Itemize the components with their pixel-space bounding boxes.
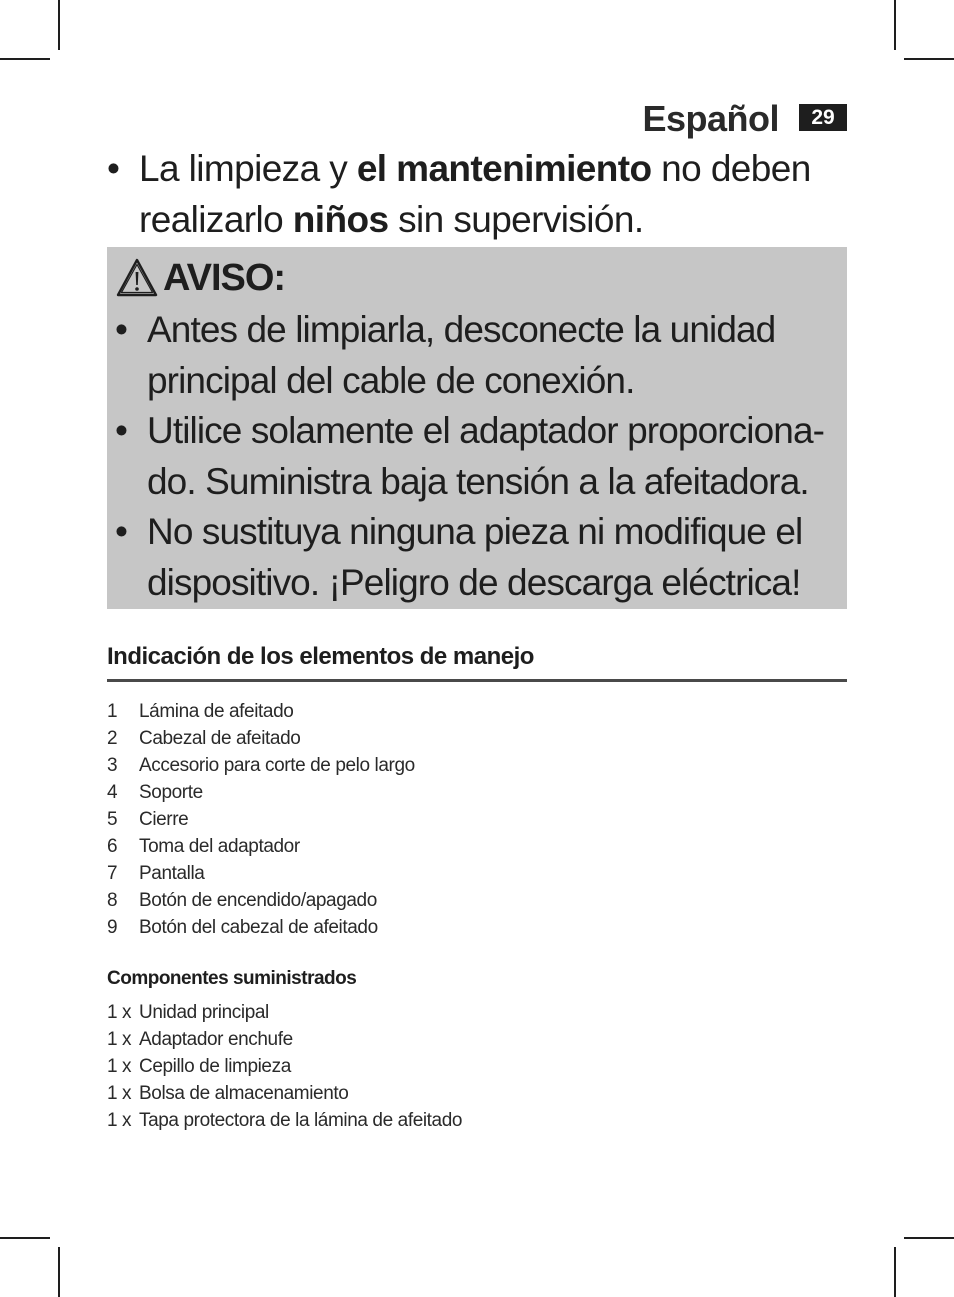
intro-text: La limpieza y el mantenimiento no deben realizarlo niños sin supervisión. [139,148,811,240]
warning-box [107,247,847,609]
bullet-icon: • [107,148,120,189]
list-item: 5 Cierre [107,809,189,830]
supplied-list [107,999,462,1134]
section-title: Indicación de los elementos de manejo [107,643,847,682]
intro-bullet [107,143,847,245]
list-item: 2 Cabezal de afeitado [107,728,301,749]
subsection-title: Componentes suministrados [107,968,357,989]
list-item: 3 Accesorio para corte de pelo largo [107,755,415,776]
bullet-icon: • [115,309,128,350]
warning-title: AVISO: [163,256,286,299]
crop-mark [58,0,60,50]
list-item: 4 Soporte [107,782,203,803]
crop-mark [0,58,50,60]
crop-mark [904,1237,954,1239]
bullet-icon: • [115,410,128,451]
language-label: Español [642,98,779,139]
crop-mark [894,0,896,50]
list-item: • Utilice solamente el adaptador proporciona- do. Suministra baja tensión a la afeitadora. [115,406,847,507]
crop-mark [894,1247,896,1297]
page-header [642,98,847,140]
bullet-icon: • [115,511,128,552]
controls-list [107,698,415,941]
warning-header [115,251,847,305]
crop-mark [58,1247,60,1297]
list-item: 1 x Tapa protectora de la lámina de afeitado [107,1110,463,1131]
list-item [107,143,847,245]
list-item: 1 x Bolsa de almacenamiento [107,1083,349,1104]
list-item: 8 Botón de encendido/apagado [107,890,377,911]
list-item: • No sustituya ninguna pieza ni modifique el dispositivo. ¡Peligro de descarga eléctrica! [115,507,847,608]
crop-mark [0,1237,50,1239]
warning-list [115,305,847,608]
list-item: • Antes de limpiarla, desconecte la unidad principal del cable de conexión. [115,305,847,406]
list-item: 1 Lámina de afeitado [107,701,294,722]
warning-triangle-icon [115,257,159,299]
list-item: 1 x Cepillo de limpieza [107,1056,291,1077]
page-number: 29 [799,104,847,131]
list-item: 1 x Unidad principal [107,1002,269,1023]
list-item: 6 Toma del adaptador [107,836,300,857]
list-item: 9 Botón del cabezal de afeitado [107,917,378,938]
list-item: 1 x Adaptador enchufe [107,1029,293,1050]
list-item: 7 Pantalla [107,863,205,884]
crop-mark [904,58,954,60]
